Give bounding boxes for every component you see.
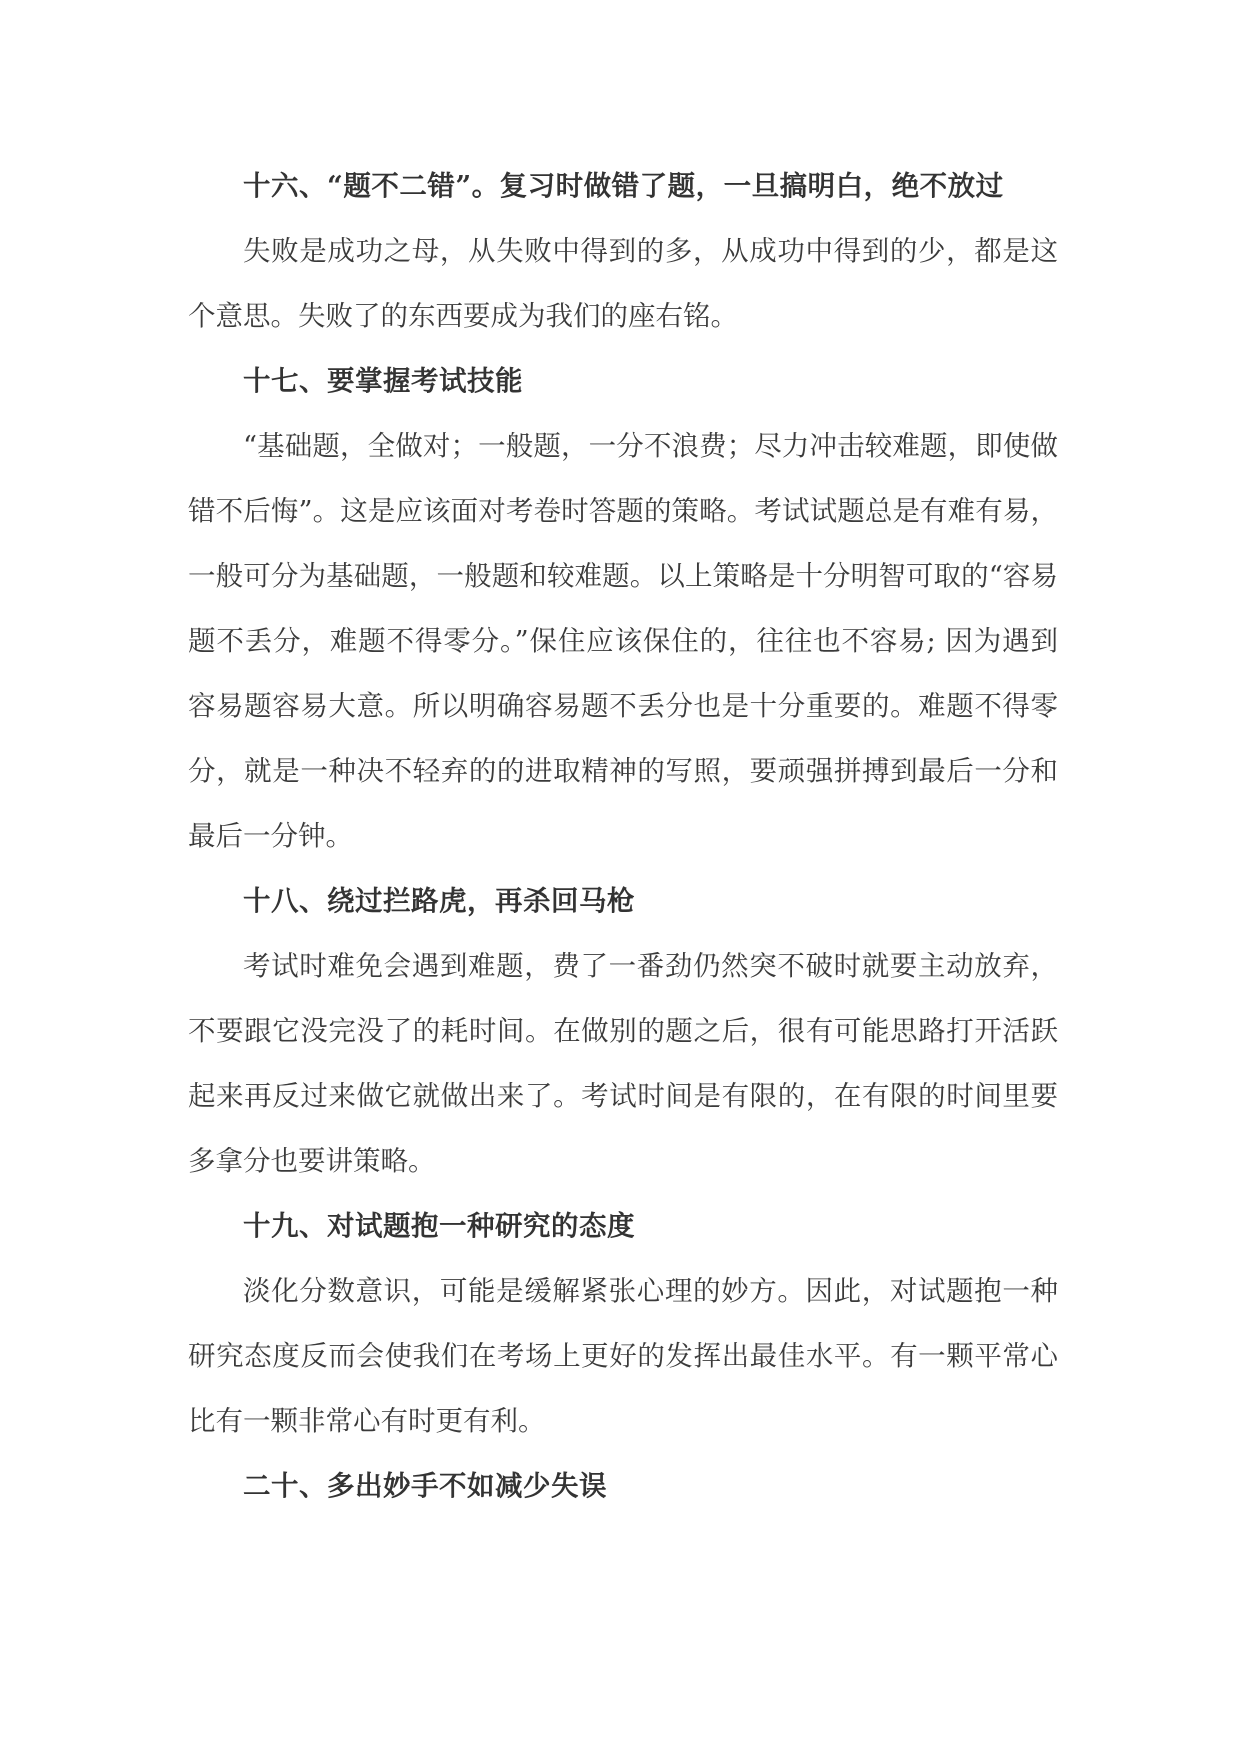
section-paragraph-17: “基础题，全做对；一般题，一分不浪费；尽力冲击较难题，即使做错不后悔”。这是应该面对考卷时答题的策略。考试试题总是有难有易，一般可分为基础题，一般题和较难题。以上策略是十分明智可取的“容易题不丢分，难题不得零分。”保住应该保住的，往往也不容易; 因为遇到容易题容易大意。所以明确容易题不丢分也是十分重要的。难题不得零分，就是一种决不轻弃的的进取精神的写照，要顽强拼搏到最后一分和最后一分钟。	[188, 430, 1058, 852]
document-body	[188, 154, 1058, 1519]
section-paragraph-16: 失败是成功之母，从失败中得到的多，从成功中得到的少，都是这个意思。失败了的东西要成为我们的座右铭。	[188, 235, 1058, 332]
section-paragraph-19: 淡化分数意识，可能是缓解紧张心理的妙方。因此，对试题抱一种研究态度反而会使我们在考场上更好的发挥出最佳水平。有一颗平常心比有一颗非常心有时更有利。	[188, 1275, 1058, 1437]
section-heading-20: 二十、多出妙手不如减少失误	[243, 1470, 607, 1502]
section-heading-19: 十九、对试题抱一种研究的态度	[243, 1210, 635, 1242]
section-heading-18: 十八、绕过拦路虎，再杀回马枪	[243, 885, 635, 917]
section-heading-17: 十七、要掌握考试技能	[243, 365, 523, 397]
section-paragraph-18: 考试时难免会遇到难题，费了一番劲仍然突不破时就要主动放弃，不要跟它没完没了的耗时间。在做别的题之后，很有可能思路打开活跃起来再反过来做它就做出来了。考试时间是有限的，在有限的时间里要多拿分也要讲策略。	[188, 950, 1058, 1177]
section-heading-16: 十六、“题不二错”。复习时做错了题，一旦搞明白，绝不放过	[243, 170, 1004, 202]
